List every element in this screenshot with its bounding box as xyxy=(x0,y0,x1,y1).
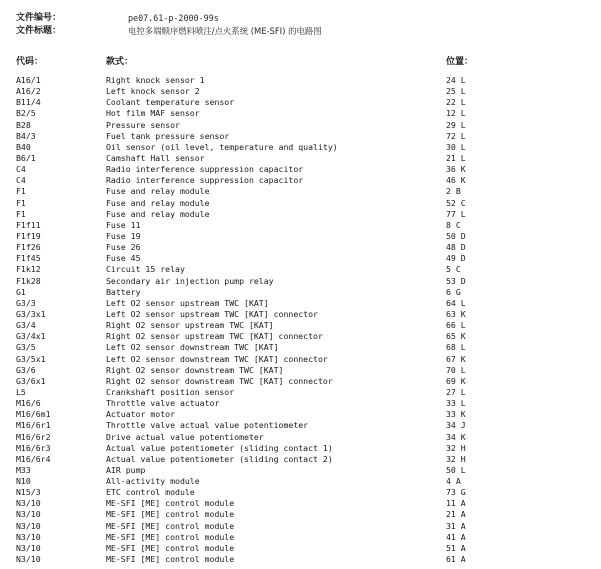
component-position: 49 D xyxy=(446,253,466,264)
component-description: Actual value potentiometer (sliding contact 2) xyxy=(106,453,333,464)
column-header-code: 代码： xyxy=(16,57,44,67)
list-item xyxy=(0,186,601,197)
component-code: A16/1 xyxy=(16,75,41,85)
list-item xyxy=(0,231,601,242)
component-position: 32 H xyxy=(446,442,466,453)
component-code: L5 xyxy=(16,386,26,397)
component-position: 6 G xyxy=(446,286,461,297)
component-description: Left O2 sensor upstream TWC [KAT] xyxy=(106,297,269,308)
component-position: 48 D xyxy=(446,242,466,253)
list-item xyxy=(0,264,601,275)
component-position: 50 D xyxy=(446,230,466,241)
list-item xyxy=(0,521,601,532)
list-item xyxy=(0,309,601,320)
component-position: 77 L xyxy=(446,208,466,219)
component-code: M16/6m1 xyxy=(16,409,51,420)
component-description: Circuit 15 relay xyxy=(106,264,185,275)
component-description: Fuse 19 xyxy=(106,230,141,241)
component-description: All-activity module xyxy=(106,476,200,487)
component-position: 22 L xyxy=(446,97,466,108)
component-description: Radio interference suppression capacitor xyxy=(106,164,304,175)
component-code: N3/10 xyxy=(16,498,41,509)
component-code: B6/1 xyxy=(16,152,36,163)
component-description: Actual value potentiometer (sliding contact 1) xyxy=(106,442,333,453)
list-item xyxy=(0,287,601,298)
component-description: Left knock sensor 2 xyxy=(106,86,200,97)
component-position: 5 C xyxy=(446,264,461,275)
column-header-position: 位置： xyxy=(446,57,474,67)
component-position: 21 A xyxy=(446,509,466,520)
component-description: ME-SFI [ME] control module xyxy=(106,554,235,565)
component-code: M33 xyxy=(16,464,31,475)
list-item xyxy=(0,175,601,186)
component-code: B40 xyxy=(16,141,31,152)
component-description: Oil sensor (oil level, temperature and quality) xyxy=(106,141,338,152)
component-description: Left O2 sensor upstream TWC [KAT] connector xyxy=(106,308,318,319)
component-description: AIR pump xyxy=(106,464,146,475)
component-position: 69 K xyxy=(446,375,466,386)
component-position: 33 K xyxy=(446,409,466,420)
list-item xyxy=(0,432,601,443)
list-item xyxy=(0,276,601,287)
component-description: Crankshaft position sensor xyxy=(106,386,235,397)
list-item xyxy=(0,75,601,86)
component-description: ME-SFI [ME] control module xyxy=(106,509,235,520)
component-position: 34 K xyxy=(446,431,466,442)
component-description: Right O2 sensor downstream TWC [KAT] connector xyxy=(106,375,333,386)
component-code: F1k12 xyxy=(16,264,41,275)
component-code: N10 xyxy=(16,476,31,487)
component-code: A16/2 xyxy=(16,86,41,97)
component-description: Right knock sensor 1 xyxy=(106,75,205,85)
component-code: N3/10 xyxy=(16,554,41,565)
list-item xyxy=(0,97,601,108)
component-description: Coolant temperature sensor xyxy=(106,97,235,108)
component-list xyxy=(0,75,601,565)
list-item xyxy=(0,342,601,353)
component-position: 30 L xyxy=(446,141,466,152)
component-position: 4 A xyxy=(446,476,461,487)
component-description: Drive actual value potentiometer xyxy=(106,431,264,442)
component-position: 73 G xyxy=(446,487,466,498)
list-item xyxy=(0,454,601,465)
component-description: Radio interference suppression capacitor xyxy=(106,175,304,186)
component-code: F1f11 xyxy=(16,219,41,230)
component-code: F1 xyxy=(16,208,26,219)
component-position: 21 L xyxy=(446,152,466,163)
component-description: Throttle valve actual value potentiometer xyxy=(106,420,309,431)
list-item xyxy=(0,120,601,131)
list-item xyxy=(0,86,601,97)
list-item xyxy=(0,509,601,520)
component-code: B4/3 xyxy=(16,130,36,141)
list-item xyxy=(0,354,601,365)
component-description: Right O2 sensor downstream TWC [KAT] xyxy=(106,364,284,375)
component-description: ETC control module xyxy=(106,487,195,498)
component-position: 61 A xyxy=(446,554,466,565)
list-item xyxy=(0,543,601,554)
doc-title-label: 文件标题： xyxy=(16,26,62,36)
list-item xyxy=(0,498,601,509)
component-description: Left O2 sensor downstream TWC [KAT] xyxy=(106,342,279,353)
list-item xyxy=(0,253,601,264)
component-position: 12 L xyxy=(446,108,466,119)
component-position: 24 L xyxy=(446,75,466,85)
list-item xyxy=(0,532,601,543)
component-description: Fuse and relay module xyxy=(106,186,210,197)
component-position: 33 L xyxy=(446,398,466,409)
component-code: F1 xyxy=(16,186,26,197)
component-code: N3/10 xyxy=(16,531,41,542)
component-code: N3/10 xyxy=(16,542,41,553)
component-code: G3/6 xyxy=(16,364,36,375)
component-code: G3/4 xyxy=(16,320,36,331)
component-position: 67 K xyxy=(446,353,466,364)
list-item xyxy=(0,376,601,387)
component-position: 46 K xyxy=(446,175,466,186)
component-code: M16/6r3 xyxy=(16,442,51,453)
component-position: 2 B xyxy=(446,186,461,197)
component-description: Camshaft Hall sensor xyxy=(106,152,205,163)
component-description: Fuel tank pressure sensor xyxy=(106,130,230,141)
component-description: ME-SFI [ME] control module xyxy=(106,531,235,542)
component-description: Actuator motor xyxy=(106,409,176,420)
component-code: C4 xyxy=(16,164,26,175)
component-code: G1 xyxy=(16,286,26,297)
component-code: G3/5x1 xyxy=(16,353,46,364)
component-code: N3/10 xyxy=(16,520,41,531)
component-code: N15/3 xyxy=(16,487,41,498)
component-position: 65 K xyxy=(446,331,466,342)
list-item xyxy=(0,131,601,142)
component-position: 63 K xyxy=(446,308,466,319)
list-item xyxy=(0,164,601,175)
component-position: 66 L xyxy=(446,320,466,331)
component-code: B28 xyxy=(16,119,31,130)
component-code: M16/6r2 xyxy=(16,431,51,442)
component-position: 29 L xyxy=(446,119,466,130)
component-position: 41 A xyxy=(446,531,466,542)
doc-number-value: pe07.61-p-2000-99s xyxy=(128,13,219,23)
component-code: C4 xyxy=(16,175,26,186)
component-code: G3/3x1 xyxy=(16,308,46,319)
component-description: Hot film MAF sensor xyxy=(106,108,200,119)
component-description: Pressure sensor xyxy=(106,119,180,130)
component-description: ME-SFI [ME] control module xyxy=(106,498,235,509)
component-description: ME-SFI [ME] control module xyxy=(106,542,235,553)
component-position: 27 L xyxy=(446,386,466,397)
component-code: G3/6x1 xyxy=(16,375,46,386)
component-description: Fuse 45 xyxy=(106,253,141,264)
list-item xyxy=(0,320,601,331)
doc-title-value: 电控多端顺序燃料喷注/点火系统 (ME-SFI) 的电路图 xyxy=(128,26,322,36)
list-item xyxy=(0,487,601,498)
list-item xyxy=(0,209,601,220)
list-item xyxy=(0,220,601,231)
component-position: 52 C xyxy=(446,197,466,208)
component-position: 70 L xyxy=(446,364,466,375)
component-code: B2/5 xyxy=(16,108,36,119)
component-position: 25 L xyxy=(446,86,466,97)
component-code: M16/6r1 xyxy=(16,420,51,431)
component-code: F1f45 xyxy=(16,253,41,264)
list-item xyxy=(0,409,601,420)
component-position: 68 L xyxy=(446,342,466,353)
component-code: M16/6 xyxy=(16,398,41,409)
component-description: Secondary air injection pump relay xyxy=(106,275,274,286)
component-code: B11/4 xyxy=(16,97,41,108)
component-description: Right O2 sensor upstream TWC [KAT] connector xyxy=(106,331,323,342)
component-description: Fuse 11 xyxy=(106,219,141,230)
list-item xyxy=(0,443,601,454)
component-code: G3/3 xyxy=(16,297,36,308)
list-item xyxy=(0,242,601,253)
component-code: F1k28 xyxy=(16,275,41,286)
component-code: F1 xyxy=(16,197,26,208)
component-position: 34 J xyxy=(446,420,466,431)
component-description: Fuse and relay module xyxy=(106,208,210,219)
component-code: N3/10 xyxy=(16,509,41,520)
list-item xyxy=(0,387,601,398)
list-item xyxy=(0,465,601,476)
component-code: M16/6r4 xyxy=(16,453,51,464)
list-item xyxy=(0,198,601,209)
component-position: 32 H xyxy=(446,453,466,464)
list-item xyxy=(0,331,601,342)
list-item xyxy=(0,153,601,164)
component-description: ME-SFI [ME] control module xyxy=(106,520,235,531)
component-code: F1f19 xyxy=(16,230,41,241)
component-position: 64 L xyxy=(446,297,466,308)
component-description: Fuse 26 xyxy=(106,242,141,253)
component-description: Battery xyxy=(106,286,141,297)
component-position: 53 D xyxy=(446,275,466,286)
component-description: Fuse and relay module xyxy=(106,197,210,208)
component-description: Right O2 sensor upstream TWC [KAT] xyxy=(106,320,274,331)
component-description: Left O2 sensor downstream TWC [KAT] connector xyxy=(106,353,328,364)
list-item xyxy=(0,398,601,409)
component-code: F1f26 xyxy=(16,242,41,253)
component-position: 11 A xyxy=(446,498,466,509)
list-item xyxy=(0,108,601,119)
component-position: 31 A xyxy=(446,520,466,531)
list-item xyxy=(0,298,601,309)
component-position: 36 K xyxy=(446,164,466,175)
component-position: 72 L xyxy=(446,130,466,141)
column-header-description: 款式： xyxy=(106,57,134,67)
component-position: 51 A xyxy=(446,542,466,553)
list-item xyxy=(0,476,601,487)
component-position: 50 L xyxy=(446,464,466,475)
list-item xyxy=(0,554,601,565)
doc-number-label: 文件编号： xyxy=(16,13,62,23)
list-item xyxy=(0,420,601,431)
component-description: Throttle valve actuator xyxy=(106,398,220,409)
component-code: G3/4x1 xyxy=(16,331,46,342)
list-item xyxy=(0,142,601,153)
component-position: 8 C xyxy=(446,219,461,230)
component-code: G3/5 xyxy=(16,342,36,353)
list-item xyxy=(0,365,601,376)
